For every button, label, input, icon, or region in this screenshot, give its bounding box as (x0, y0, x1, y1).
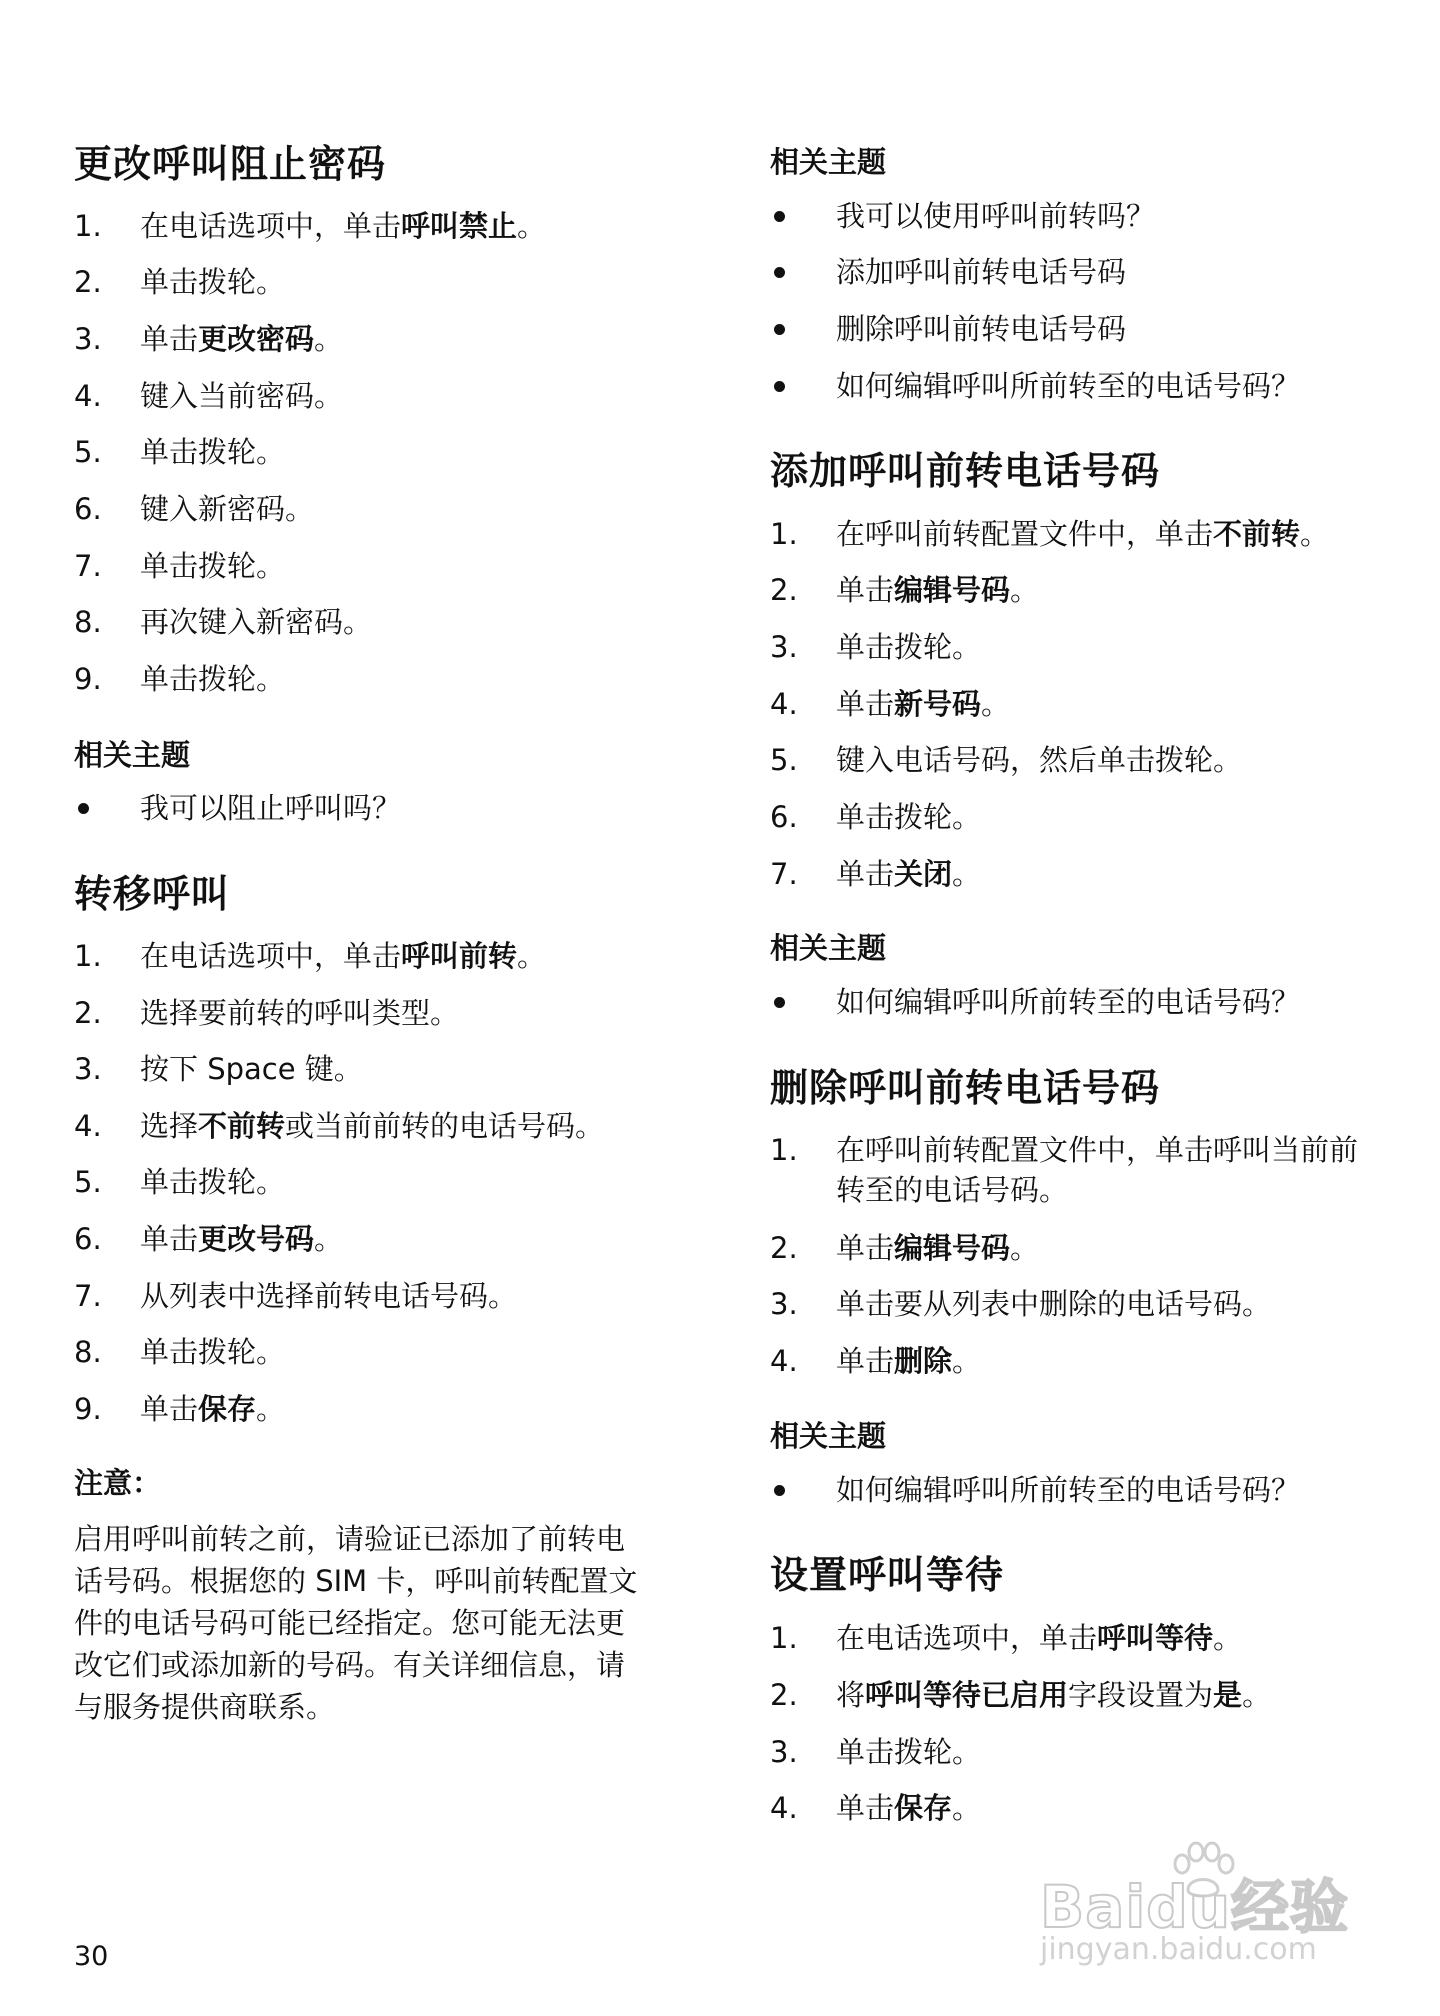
page-number: 30 (74, 1941, 109, 1972)
related-topics-heading: 相关主题 (74, 738, 191, 772)
bullet-dot (774, 1485, 785, 1496)
section-title-forward-calls: 转移呼叫 (74, 872, 231, 916)
section-title-delete-forwarding-number: 删除呼叫前转电话号码 (770, 1066, 1161, 1110)
related-topics-heading: 相关主题 (770, 145, 887, 179)
note-heading: 注意： (74, 1466, 162, 1500)
bullet-dot (774, 211, 785, 222)
bullet-dot (774, 381, 785, 392)
watermark-brand: Baidu经验 (1040, 1873, 1350, 1941)
note-paragraph: 启用呼叫前转之前，请验证已添加了前转电 话号码。根据您的 SIM 卡，呼叫前转配置文 件的电话号码可能已经指定。您可能无法更 改它们或添加新的号码。有关详细信息，请 与服务提供商联系。 (74, 1522, 638, 1724)
section-title-add-forwarding-number: 添加呼叫前转电话号码 (770, 449, 1161, 493)
step-item: 1. 在呼叫前转配置文件中，单击呼叫当前前转至的电话号码。 (770, 1133, 1359, 1207)
section-title-change-barring-password: 更改呼叫阻止密码 (74, 142, 387, 186)
baidu-watermark (1040, 1840, 1400, 1970)
bullet-dot (78, 803, 89, 814)
section-title-call-waiting: 设置呼叫等待 (770, 1553, 1005, 1597)
related-topics-heading: 相关主题 (770, 1419, 887, 1453)
watermark-url: jingyan.baidu.com (1040, 1932, 1317, 1967)
bullet-dot (774, 267, 785, 278)
bullet-dot (774, 324, 785, 335)
related-topics-heading: 相关主题 (770, 931, 887, 965)
bullet-dot (774, 997, 785, 1008)
